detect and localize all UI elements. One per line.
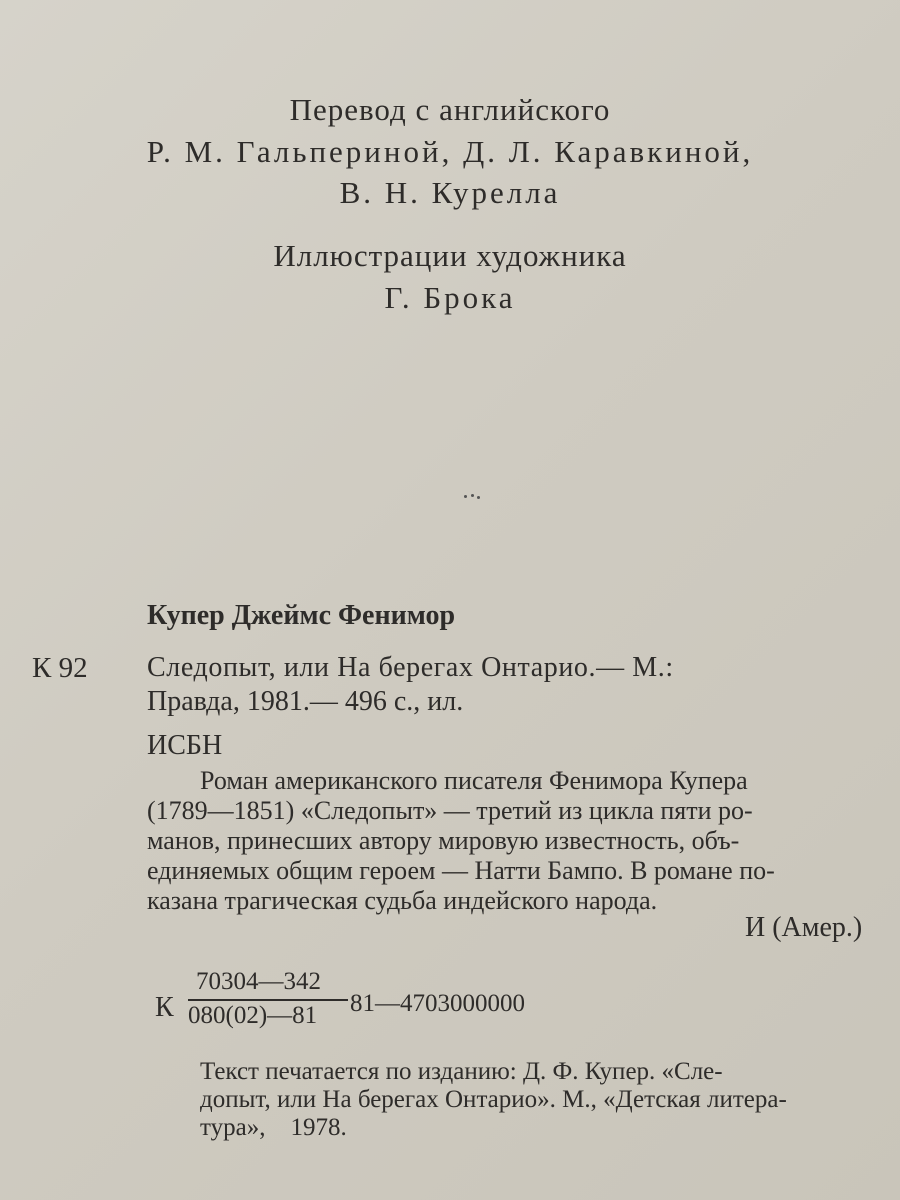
illustrations-heading: Иллюстрации художника bbox=[273, 238, 627, 273]
index-suffix: 81—4703000000 bbox=[350, 990, 525, 1017]
catalog-title-line-2: Правда, 1981.— 496 с., ил. bbox=[147, 686, 464, 717]
index-denominator: 080(02)—81 bbox=[188, 1002, 318, 1029]
translation-heading: Перевод с английского bbox=[289, 92, 611, 127]
fraction-bar bbox=[188, 999, 348, 1001]
index-numerator: 70304—342 bbox=[196, 968, 321, 995]
catalog-author: Купер Джеймс Фенимор bbox=[147, 600, 456, 631]
annotation-line-2: (1789—1851) «Следопыт» — третий из цикла пяти ро- bbox=[147, 796, 753, 825]
catalog-title-line-1: Следопыт, или На берегах Онтарио.— М.: bbox=[147, 652, 674, 683]
ink-speck bbox=[462, 492, 486, 500]
translators-line-2: В. Н. Курелла bbox=[339, 175, 561, 210]
annotation-line-4: единяемых общим героем — Натти Бампо. В романе по- bbox=[147, 856, 775, 885]
annotation-line-1: Роман американского писателя Фенимора Купера bbox=[200, 766, 748, 795]
annotation-line-3: манов, принесших автору мировую известность, объ- bbox=[147, 826, 740, 855]
annotation-line-5: казана трагическая судьба индейского народа. bbox=[147, 886, 658, 915]
index-letter: К bbox=[155, 992, 174, 1023]
catalog-code: К 92 bbox=[32, 652, 88, 684]
translators-line-1: Р. М. Гальпериной, Д. Л. Каравкиной, bbox=[146, 134, 754, 169]
source-note-line-3: тура», 1978. bbox=[200, 1114, 347, 1141]
isbn-label: ИСБН bbox=[147, 730, 223, 761]
source-note-line-1: Текст печатается по изданию: Д. Ф. Купер. «Сле- bbox=[200, 1058, 723, 1085]
illustrator-name: Г. Брока bbox=[384, 280, 516, 315]
classification: И (Амер.) bbox=[745, 912, 863, 943]
source-note-line-2: допыт, или На берегах Онтарио». М., «Детская литера- bbox=[200, 1086, 787, 1113]
